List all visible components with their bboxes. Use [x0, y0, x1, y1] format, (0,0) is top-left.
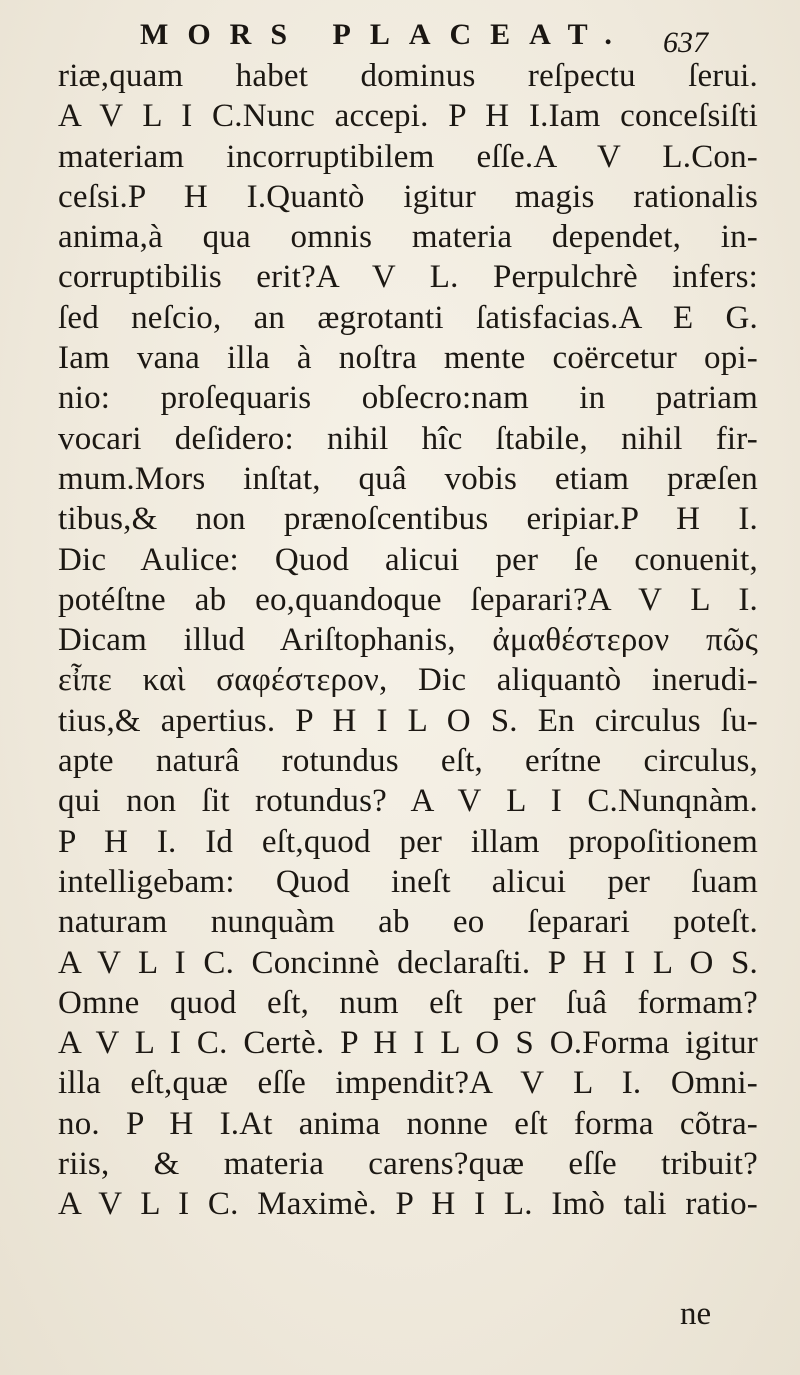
text-line: Dicam illud Ariſtophanis, ἀμαθέστερον πῶς	[58, 622, 758, 659]
page-number: 637	[663, 26, 708, 59]
body-text	[58, 56, 758, 1225]
text-line: no. P H I.At anima nonne eſt forma cõtra-	[58, 1105, 758, 1142]
text-line: mum.Mors inſtat, quâ vobis etiam præſen	[58, 460, 758, 497]
text-line: nio: proſequaris obſecro:nam in patriam	[58, 380, 758, 417]
text-line: intelligebam: Quod ineſt alicui per ſuam	[58, 863, 758, 900]
text-line: Dic Aulice: Quod alicui per ſe conuenit,	[58, 541, 758, 578]
text-line: A V L I C.Nunc accepi. P H I.Iam conceſsiſti	[58, 98, 758, 135]
text-line: apte naturâ rotundus eſt, erítne circulus,	[58, 743, 758, 780]
text-line: P H I. Id eſt,quod per illam propoſitionem	[58, 823, 758, 860]
text-line: tibus,& non prænoſcentibus eripiar.P H I.	[58, 501, 758, 538]
text-line: naturam nunquàm ab eo ſeparari poteſt.	[58, 904, 758, 941]
text-line: materiam incorruptibilem eſſe.A V L.Con-	[58, 138, 758, 175]
catchword: ne	[680, 1296, 712, 1332]
text-line: riæ,quam habet dominus reſpectu ſerui.	[58, 58, 758, 94]
text-line: A V L I C. Concinnè declaraſti. P H I L O S.	[58, 944, 758, 981]
text-line: illa eſt,quæ eſſe impendit?A V L I. Omni-	[58, 1065, 758, 1102]
text-line: potéſtne ab eo,quandoque ſeparari?A V L I.	[58, 581, 758, 618]
text-line: riis, & materia carens?quæ eſſe tribuit?	[58, 1146, 758, 1183]
text-line: Iam vana illa à noſtra mente coërcetur opi-	[58, 340, 758, 377]
text-line: anima,à qua omnis materia dependet, in-	[58, 219, 758, 256]
text-line: tius,& apertius. P H I L O S. En circulus ſu-	[58, 702, 758, 739]
text-line: A V L I C. Maximè. P H I L. Imò tali ratio-	[58, 1186, 758, 1223]
running-title: MORS PLACEAT.	[140, 18, 631, 51]
text-line: A V L I C. Certè. P H I L O S O.Forma igitur	[58, 1025, 758, 1062]
text-line: Omne quod eſt, num eſt per ſuâ formam?	[58, 984, 758, 1021]
text-line: ceſsi.P H I.Quantò igitur magis rationalis	[58, 178, 758, 215]
text-line: qui non ſit rotundus? A V L I C.Nunqnàm.	[58, 783, 758, 820]
text-line: vocari deſidero: nihil hîc ſtabile, nihil fir-	[58, 420, 758, 457]
text-line: ſed neſcio, an ægrotanti ſatisfacias.A E G.	[58, 299, 758, 336]
text-line: εἶπε καὶ σαφέστερον, Dic aliquantò inerudi-	[58, 662, 758, 699]
text-line: corruptibilis erit?A V L. Perpulchrè infers:	[58, 259, 758, 296]
